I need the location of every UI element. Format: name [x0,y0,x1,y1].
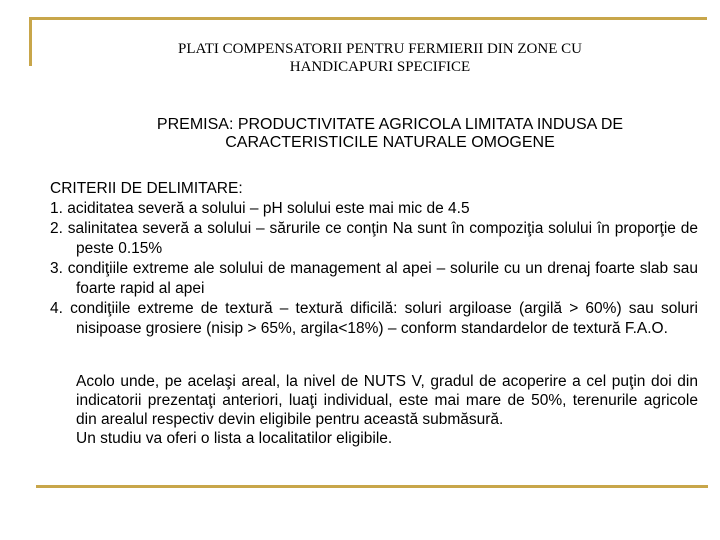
criteria-item-1: 1. aciditatea severă a solului – pH solului este mai mic de 4.5 [50,200,470,217]
premise-block [72,116,708,152]
slide-title-line-1: PLATI COMPENSATORII PENTRU FERMIERII DIN ZONE CU [178,41,582,57]
criteria-item-3: 3. condiţiile extreme ale solului de management al apei – solurile cu un drenaj foarte slab sau foarte rapid al apei [50,260,698,297]
premise-line-2: CARACTERISTICILE NATURALE OMOGENE [225,134,555,151]
eligibility-note: Un studiu va oferi o lista a localitatilor eligibile. [76,430,393,447]
premise-line-1: PREMISA: PRODUCTIVITATE AGRICOLA LIMITATA INDUSA DE [156,116,624,133]
criteria-list [50,179,698,339]
criteria-item-4: 4. condiţiile extreme de textură – textură dificilă: soluri argiloase (argilă > 60%) sau soluri nisipoase grosiere (nisip > 65%, argila<18%) – conform standardelor de textură F.A.O. [50,300,698,337]
conclusion-block [76,372,698,448]
criteria-item-2: 2. salinitatea severă a solului – sărurile ce conţin Na sunt în compoziţia solului în proporţie de peste 0.15% [50,220,698,257]
frame-top-line [29,17,707,20]
frame-bottom-line [36,485,708,488]
criteria-heading: CRITERII DE DELIMITARE: [50,180,243,197]
conclusion-paragraph: Acolo unde, pe acelaşi areal, la nivel de NUTS V, gradul de acoperire a cel puţin doi din indicatorii prezentaţi anteriori, luaţi individual, este mai mare de 50%, terenurile agricole din arealul respectiv devin eligibile pentru această submăsură. [76,373,698,428]
slide-title [80,40,680,76]
frame-left-line [29,17,32,66]
slide-title-line-2: HANDICAPURI SPECIFICE [289,59,471,75]
